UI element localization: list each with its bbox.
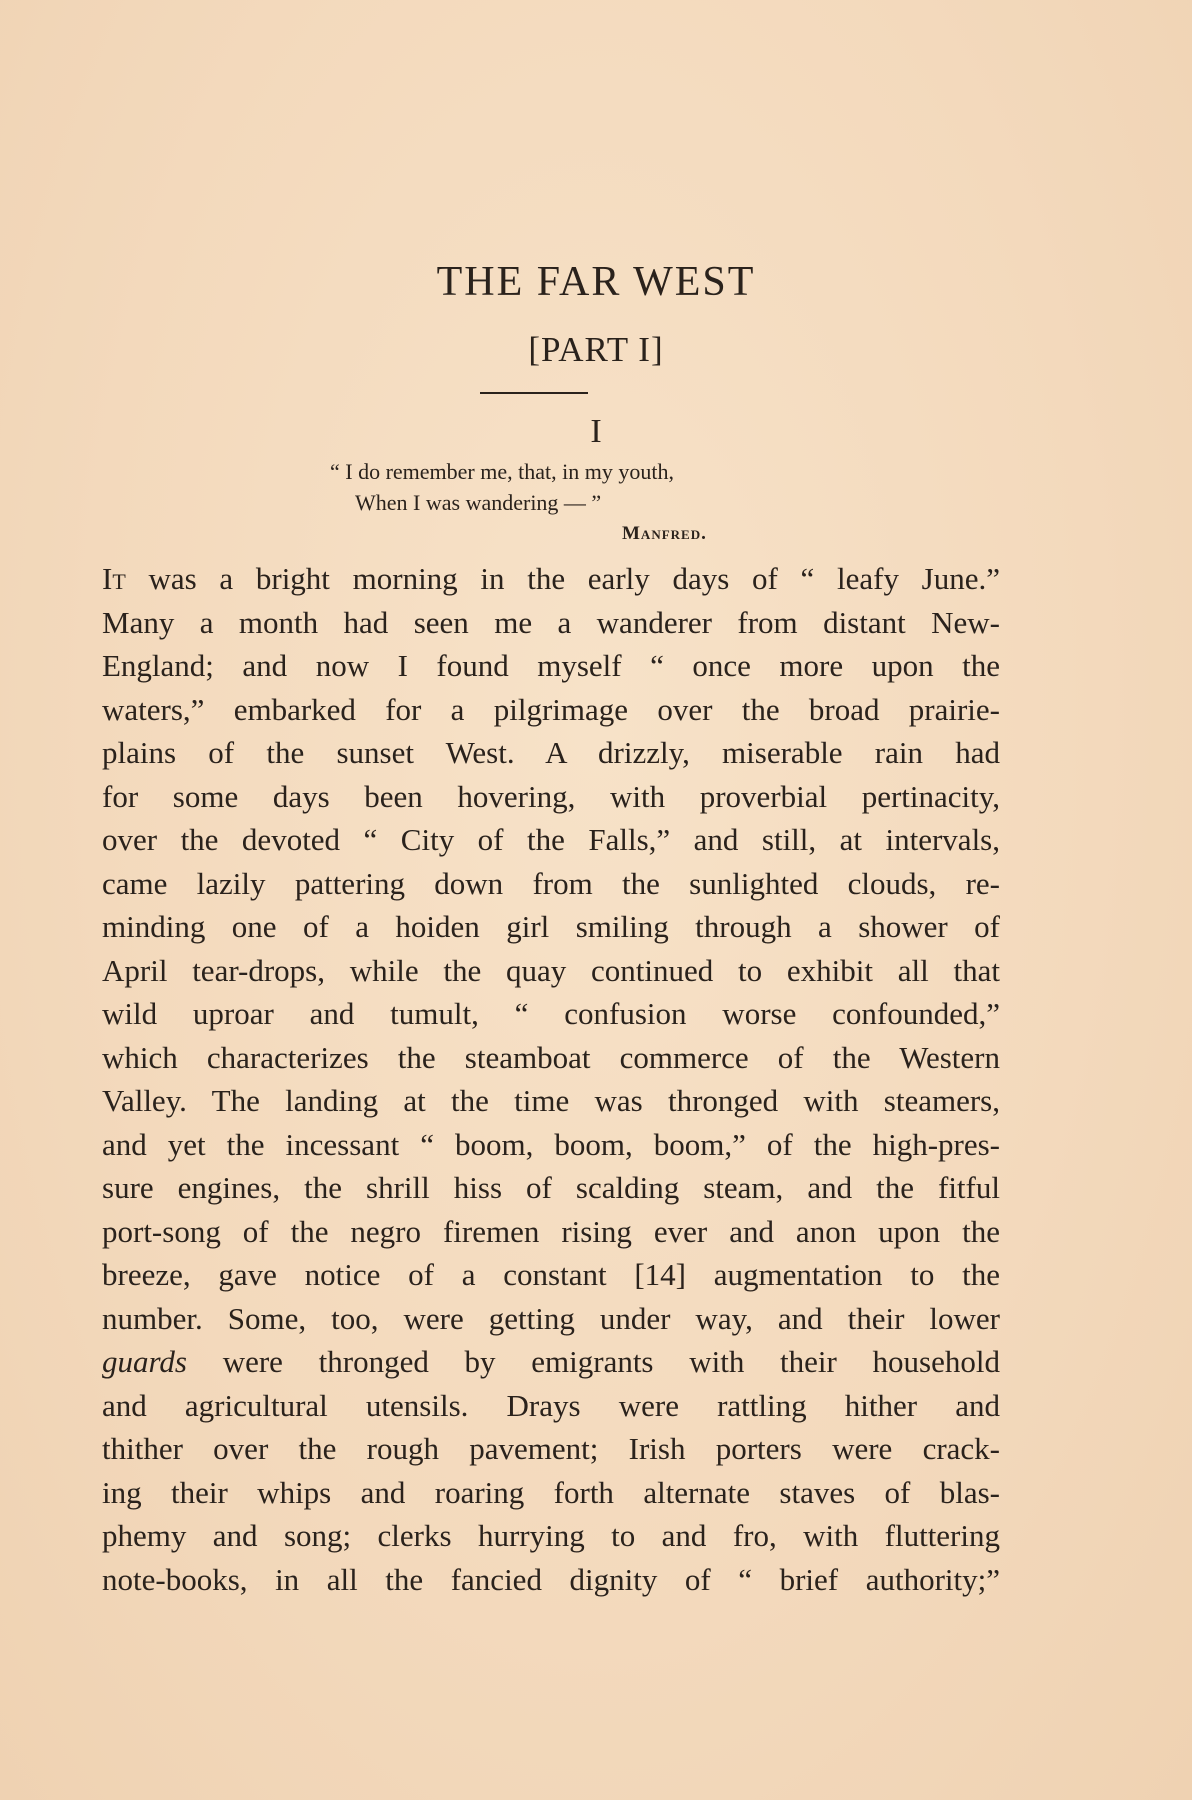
epigraph-attribution: Manfred. (622, 523, 707, 544)
chapter-title: THE FAR WEST (436, 259, 756, 305)
body-text (102, 557, 1000, 1601)
body-line: for some days been hovering, with proverbial pertinacity, (102, 778, 1000, 814)
body-line: waters,” embarked for a pilgrimage over the broad prairie- (102, 691, 1000, 727)
italic-word: guards (102, 1344, 187, 1379)
epigraph (300, 456, 780, 549)
body-line: wild uproar and tumult, “ confusion worse confounded,” (102, 996, 1000, 1031)
body-line: number. Some, too, were getting under way, and their lower (102, 1300, 1000, 1336)
body-line: Many a month had seen me a wanderer from distant New- (102, 604, 1000, 640)
body-line (102, 1340, 1000, 1384)
section-numeral: I (590, 413, 602, 450)
body-line-text: were thronged by emigrants with their household (186, 1344, 1000, 1379)
body-line: port-song of the negro firemen rising ever and anon upon the (102, 1213, 1000, 1249)
body-line: ing their whips and roaring forth alternate staves of blas- (102, 1474, 1000, 1510)
body-line: sure engines, the shrill hiss of scalding steam, and the fitful (102, 1170, 1000, 1205)
body-line (102, 557, 1000, 601)
body-line: minding one of a hoiden girl smiling through a shower of (102, 909, 1000, 944)
body-line: and yet the incessant “ boom, boom, boom,” of the high-pres- (102, 1126, 1000, 1162)
body-line: and agricultural utensils. Drays were rattling hither and (102, 1387, 1000, 1423)
body-line: plains of the sunset West. A drizzly, miserable rain had (102, 735, 1000, 770)
body-line: Valley. The landing at the time was thronged with steamers, (102, 1083, 1000, 1118)
epigraph-line-2: When I was wandering — ” (355, 490, 602, 515)
body-line: breeze, gave notice of a constant [14] augmentation to the (102, 1257, 1000, 1292)
body-line: April tear-drops, while the quay continued to exhibit all that (102, 952, 1000, 988)
body-line: which characterizes the steamboat commerce of the Western (102, 1039, 1000, 1075)
epigraph-line-1: “ I do remember me, that, in my youth, (330, 459, 674, 484)
body-line: came lazily pattering down from the sunlighted clouds, re- (102, 865, 1000, 901)
body-line: over the devoted “ City of the Falls,” and still, at intervals, (102, 822, 1000, 857)
part-heading: [PART I] (528, 330, 664, 369)
body-line: England; and now I found myself “ once more upon the (102, 648, 1000, 683)
body-line: phemy and song; clerks hurrying to and fro, with fluttering (102, 1518, 1000, 1553)
drop-word: It (102, 561, 126, 596)
body-line-text: was a bright morning in the early days of “ leafy June.” (125, 561, 1000, 596)
section-divider-rule (480, 392, 588, 394)
body-line: thither over the rough pavement; Irish porters were crack- (102, 1431, 1000, 1466)
body-line: note-books, in all the fancied dignity of “ brief authority;” (102, 1561, 1000, 1597)
